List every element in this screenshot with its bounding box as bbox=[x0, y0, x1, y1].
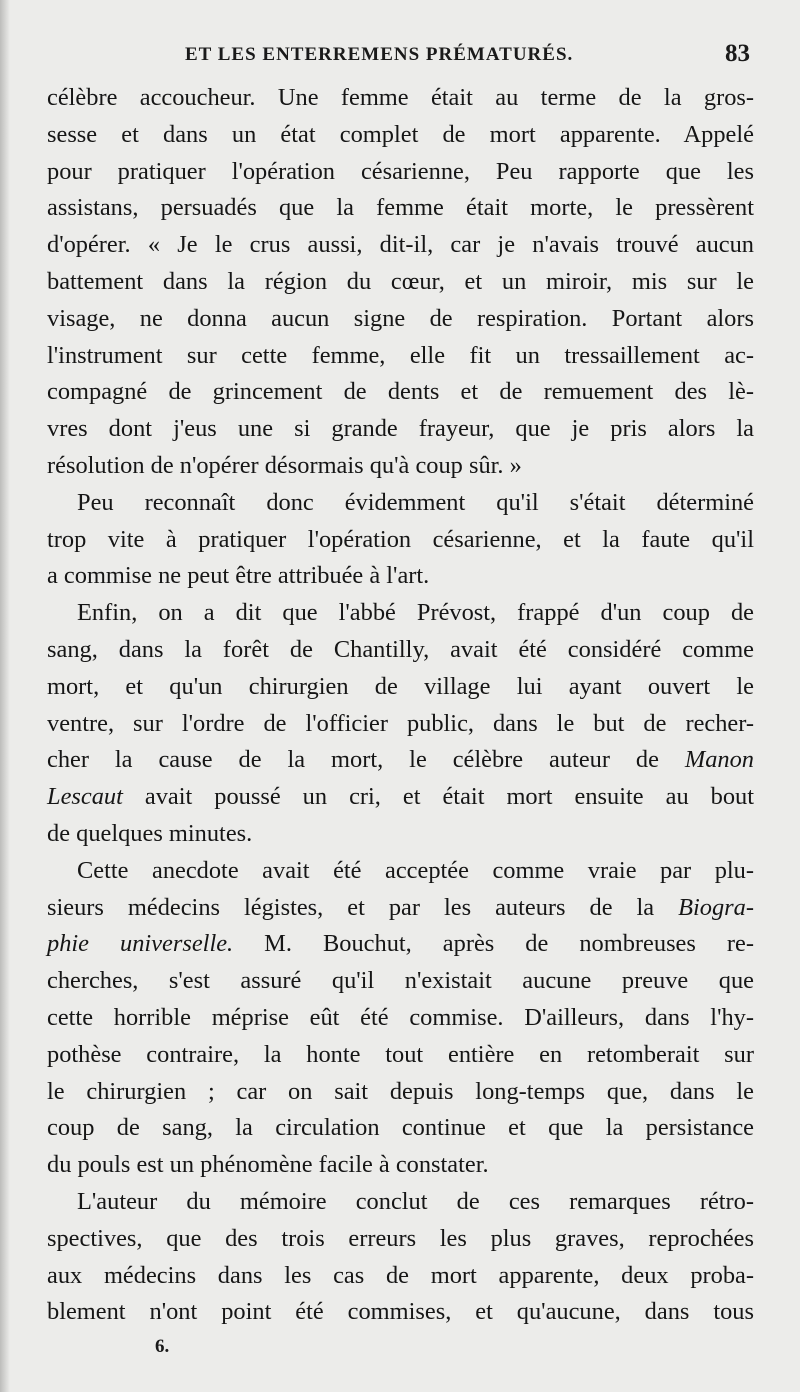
text-line: aux médecins dans les cas de mort apparente, deux proba- bbox=[47, 1261, 754, 1289]
signature-mark: 6. bbox=[155, 1336, 170, 1357]
paragraph-first-line: Peu reconnaît donc évidemment qu'il s'était déterminé bbox=[77, 488, 754, 516]
text-line: compagné de grincement de dents et de remuement des lè- bbox=[47, 378, 754, 406]
text-line: trop vite à pratiquer l'opération césarienne, et la faute qu'il bbox=[47, 525, 754, 553]
text-line: sesse et dans un état complet de mort apparente. Appelé bbox=[47, 120, 754, 148]
text-line: blement n'ont point été commises, et qu'aucune, dans tous bbox=[47, 1298, 754, 1326]
text-line: l'instrument sur cette femme, elle fit un tressaillement ac- bbox=[47, 341, 754, 369]
text-line: visage, ne donna aucun signe de respiration. Portant alors bbox=[47, 304, 754, 332]
text-line: a commise ne peut être attribuée à l'art. bbox=[47, 562, 430, 590]
text-line: sang, dans la forêt de Chantilly, avait été considéré comme bbox=[47, 635, 754, 663]
text-line: célèbre accoucheur. Une femme était au terme de la gros- bbox=[47, 84, 754, 111]
paragraph-first-line: Cette anecdote avait été acceptée comme vraie par plu- bbox=[77, 856, 754, 884]
text-line: le chirurgien ; car on sait depuis long-temps que, dans le bbox=[47, 1077, 754, 1105]
text-line: résolution de n'opérer désormais qu'à coup sûr. » bbox=[47, 451, 522, 479]
paragraph-first-line: Enfin, on a dit que l'abbé Prévost, frappé d'un coup de bbox=[77, 599, 754, 627]
text-line: vres dont j'eus une si grande frayeur, que je pris alors la bbox=[47, 415, 754, 443]
page-number: 83 bbox=[725, 40, 750, 67]
text-line: cher la cause de la mort, le célèbre auteur de Manon bbox=[47, 746, 754, 774]
text-line: phie universelle. M. Bouchut, après de nombreuses re- bbox=[47, 930, 754, 958]
text-line: d'opérer. « Je le crus aussi, dit-il, car je n'avais trouvé aucun bbox=[47, 231, 754, 259]
text-line: de quelques minutes. bbox=[47, 819, 253, 847]
text-line: coup de sang, la circulation continue et que la persistance bbox=[47, 1114, 754, 1142]
text-line: Lescaut avait poussé un cri, et était mort ensuite au bout bbox=[47, 783, 754, 811]
text-line: spectives, que des trois erreurs les plus graves, reprochées bbox=[47, 1224, 754, 1252]
text-line: mort, et qu'un chirurgien de village lui ayant ouvert le bbox=[47, 672, 754, 700]
text-line: assistans, persuadés que la femme était morte, le pressèrent bbox=[47, 194, 754, 222]
body-text bbox=[47, 80, 754, 1331]
page-header bbox=[185, 40, 750, 74]
text-line: du pouls est un phénomène facile à constater. bbox=[47, 1151, 489, 1179]
text-line: battement dans la région du cœur, et un miroir, mis sur le bbox=[47, 267, 754, 295]
text-line: pour pratiquer l'opération césarienne, Peu rapporte que les bbox=[47, 157, 754, 185]
text-line: pothèse contraire, la honte tout entière en retomberait sur bbox=[47, 1040, 754, 1068]
running-title: ET LES ENTERREMENS PRÉMATURÉS. bbox=[185, 44, 574, 65]
text-line: sieurs médecins légistes, et par les auteurs de la Biogra- bbox=[47, 893, 754, 921]
text-line: cherches, s'est assuré qu'il n'existait aucune preuve que bbox=[47, 967, 754, 995]
paragraph-first-line: L'auteur du mémoire conclut de ces remarques rétro- bbox=[77, 1187, 754, 1215]
text-line: cette horrible méprise eût été commise. D'ailleurs, dans l'hy- bbox=[47, 1003, 754, 1031]
text-line: ventre, sur l'ordre de l'officier public, dans le but de recher- bbox=[47, 709, 754, 737]
